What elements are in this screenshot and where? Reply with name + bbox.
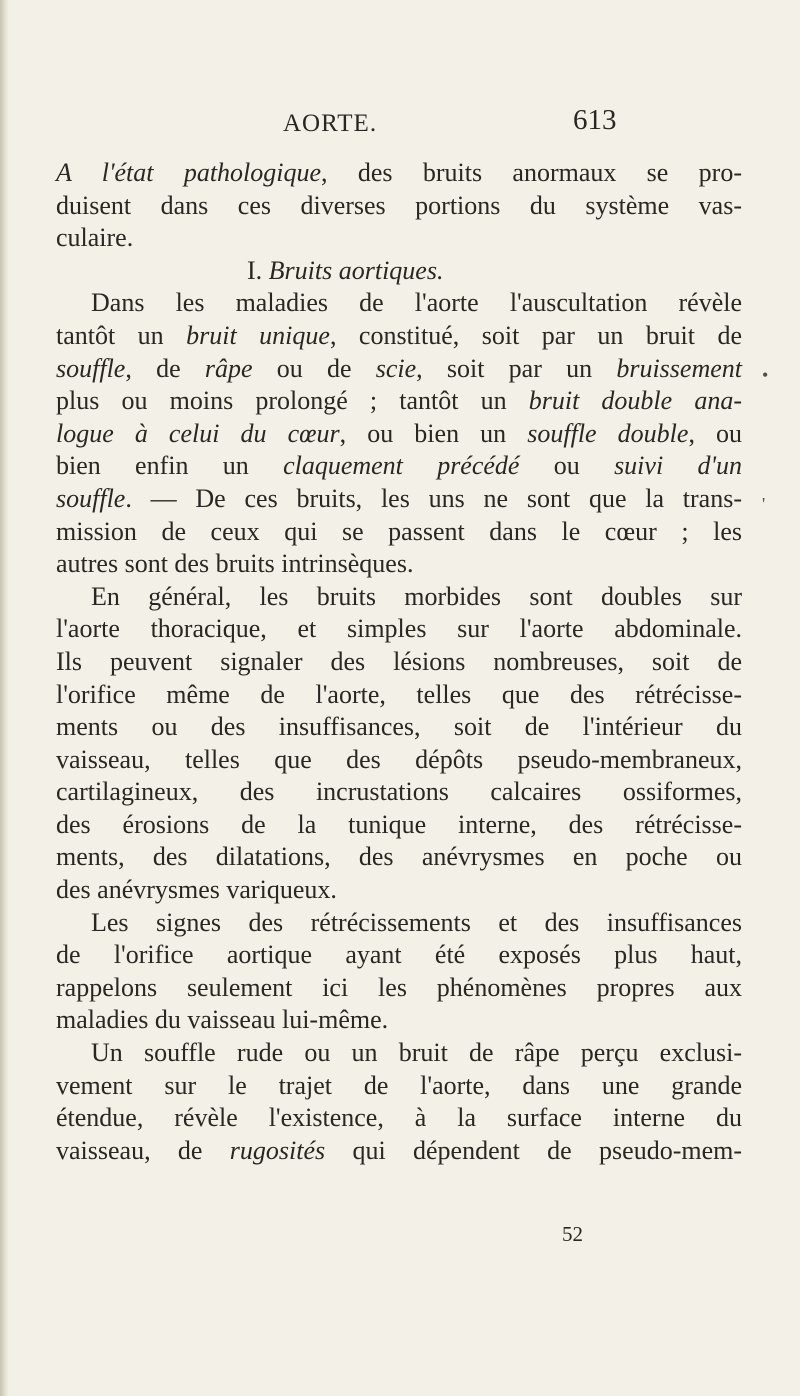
text-line	[56, 581, 742, 614]
text-line	[56, 972, 742, 1005]
margin-mark-tick: '	[762, 494, 766, 514]
text-line	[56, 711, 742, 744]
italic-term: souffle	[56, 353, 126, 383]
text-segment: ou	[519, 451, 615, 481]
italic-term: scie	[375, 353, 417, 383]
italic-term: râpe	[204, 353, 253, 383]
margin-mark-dot: •	[762, 365, 769, 385]
text-line	[56, 157, 742, 190]
running-title: AORTE.	[283, 110, 378, 137]
text-line	[56, 841, 742, 874]
text-segment: cartilagineux, des incrustations calcaires ossiformes,	[56, 777, 742, 807]
text-line	[56, 287, 742, 320]
text-segment: , soit par un	[416, 353, 617, 383]
text-segment: duisent dans ces diverses portions du système vas-	[56, 190, 742, 220]
text-line	[56, 548, 742, 581]
text-segment: l'aorte thoracique, et simples sur l'aorte abdominale.	[56, 614, 742, 644]
text-segment: , de	[125, 353, 205, 383]
text-segment: Dans les maladies de l'aorte l'auscultation révèle	[91, 288, 742, 318]
text-line	[56, 385, 742, 418]
text-line	[56, 776, 742, 809]
text-segment: qui dépendent de pseudo-mem-	[325, 1135, 742, 1165]
text-segment: culaire.	[56, 223, 134, 253]
italic-term: souffle	[56, 483, 126, 513]
text-segment: , des bruits anormaux se pro-	[321, 158, 742, 187]
text-line	[56, 320, 742, 353]
text-segment: des érosions de la tunique interne, des rétrécisse-	[56, 809, 742, 839]
text-segment: , constitué, soit par un bruit de	[329, 320, 742, 350]
text-line	[56, 1070, 742, 1103]
italic-term: Bruits aortiques.	[268, 255, 444, 285]
page-gutter-shadow	[0, 0, 9, 1396]
text-segment: Ils peuvent signaler des lésions nombreuses, soit de	[56, 646, 742, 676]
text-segment: , ou bien un	[339, 418, 528, 448]
text-line	[56, 613, 742, 646]
text-segment: I.	[247, 255, 269, 285]
text-segment: Un souffle rude ou un bruit de râpe perçu exclusi-	[91, 1038, 742, 1068]
text-line	[56, 907, 742, 940]
text-line	[56, 353, 742, 386]
italic-term: claquement précédé	[283, 451, 520, 481]
text-segment: de l'orifice aortique ayant été exposés plus haut,	[56, 940, 742, 970]
text-line	[56, 1004, 742, 1037]
text-segment: vaisseau, telles que des dépôts pseudo-membraneux,	[56, 744, 742, 774]
italic-term: logue à celui du cœur	[56, 418, 340, 448]
italic-term: A l'état pathologique	[56, 158, 322, 187]
section-heading	[56, 255, 742, 288]
text-segment: mission de ceux qui se passent dans le cœur ; les	[56, 516, 742, 546]
text-line	[56, 646, 742, 679]
text-segment: ou de	[252, 353, 376, 383]
italic-term: bruissement	[616, 353, 742, 383]
text-line	[56, 516, 742, 549]
text-line	[56, 190, 742, 223]
text-segment: maladies du vaisseau lui-même.	[56, 1005, 389, 1035]
page-number: 613	[573, 104, 617, 136]
text-line	[56, 1135, 742, 1168]
text-segment: plus ou moins prolongé ; tantôt un	[56, 386, 529, 416]
text-line	[56, 222, 742, 255]
text-segment: des anévrysmes variqueux.	[56, 875, 337, 905]
text-line	[56, 483, 742, 516]
text-segment: l'orifice même de l'aorte, telles que des rétrécisse-	[56, 679, 742, 709]
signature-mark: 52	[562, 1222, 583, 1246]
text-line	[56, 679, 742, 712]
text-segment: autres sont des bruits intrinsèques.	[56, 549, 414, 579]
italic-term: bruit unique	[186, 320, 330, 350]
text-line	[56, 1102, 742, 1135]
text-segment: rappelons seulement ici les phénomènes propres aux	[56, 972, 742, 1002]
text-line	[56, 450, 742, 483]
text-line	[56, 809, 742, 842]
text-line	[56, 939, 742, 972]
italic-term: souffle double	[527, 418, 689, 448]
text-segment: étendue, révèle l'existence, à la surface interne du	[56, 1103, 742, 1133]
italic-term: rugosités	[229, 1135, 326, 1165]
body-text	[56, 157, 742, 1167]
text-segment: ments, des dilatations, des anévrysmes en poche ou	[56, 842, 742, 872]
text-line	[56, 418, 742, 451]
text-segment: En général, les bruits morbides sont doubles sur	[91, 581, 742, 611]
running-header	[0, 104, 800, 144]
text-line	[56, 744, 742, 777]
text-line	[56, 874, 742, 907]
text-segment: vement sur le trajet de l'aorte, dans une grande	[56, 1070, 742, 1100]
text-segment: ments ou des insuffisances, soit de l'intérieur du	[56, 712, 742, 742]
text-segment: vaisseau, de	[56, 1135, 230, 1165]
text-segment: bien enfin un	[56, 451, 284, 481]
text-line	[56, 1037, 742, 1070]
text-segment: . — De ces bruits, les uns ne sont que la trans-	[125, 483, 742, 513]
italic-term: suivi d'un	[614, 451, 743, 481]
italic-term: bruit double ana-	[528, 386, 742, 416]
text-segment: tantôt un	[56, 320, 187, 350]
text-segment: , ou	[688, 418, 743, 448]
text-segment: Les signes des rétrécissements et des insuffisances	[91, 907, 742, 937]
